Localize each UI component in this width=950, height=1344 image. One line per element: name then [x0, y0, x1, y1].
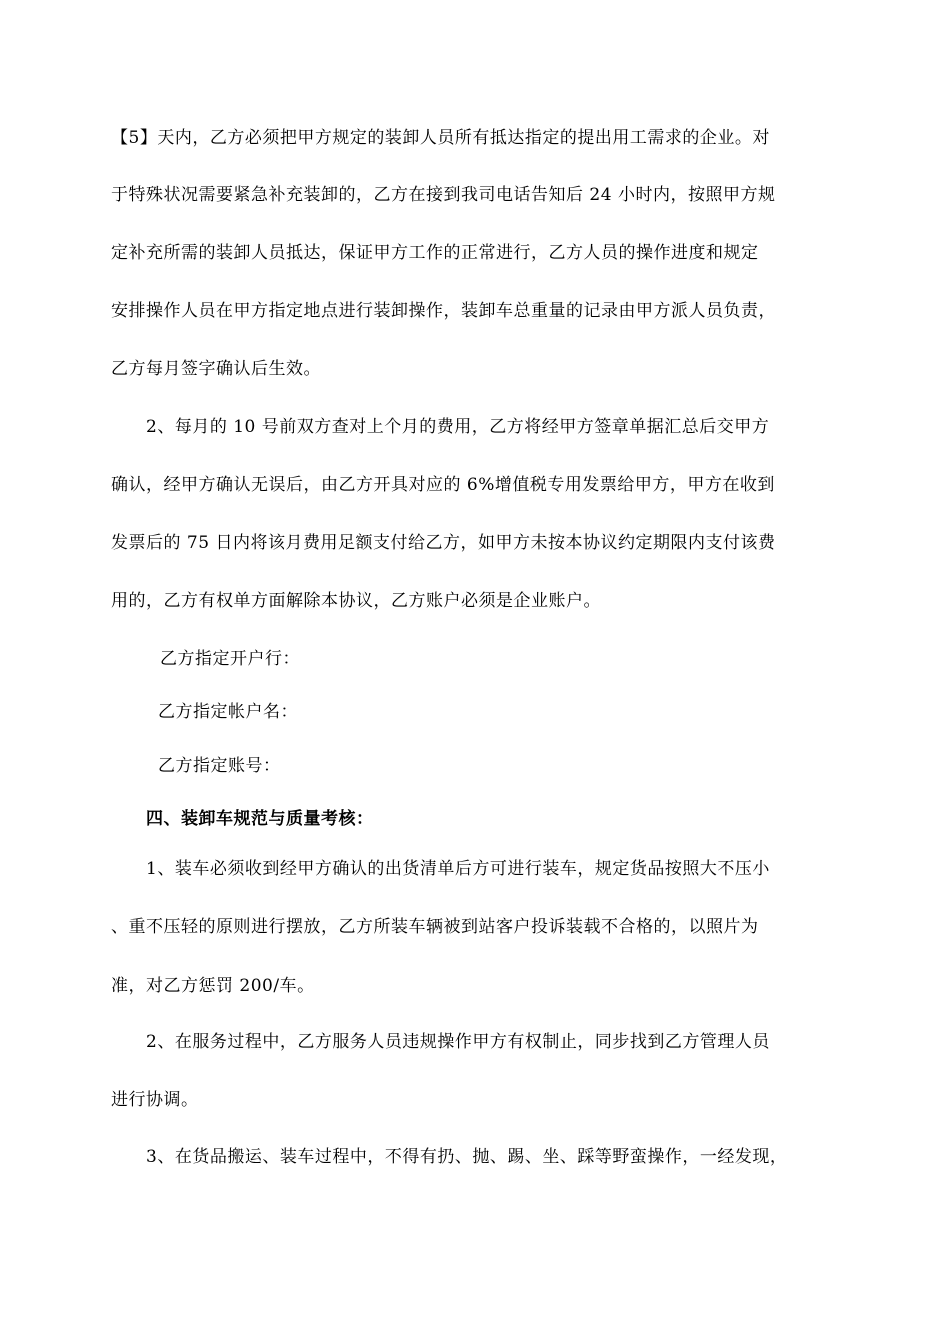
paragraph-2-line-4: 用的，乙方有权单方面解除本协议，乙方账户必须是企业账户。	[111, 591, 601, 611]
clause-2-line-1: 2、在服务过程中，乙方服务人员违规操作甲方有权制止，同步找到乙方管理人员	[146, 1032, 770, 1052]
paragraph-line-1: 【5】天内，乙方必须把甲方规定的装卸人员所有抵达指定的提出用工需求的企业。对	[111, 128, 770, 148]
account-number-field-label: 乙方指定账号：	[158, 756, 281, 776]
clause-1-line-2: 、重不压轻的原则进行摆放，乙方所装车辆被到站客户投诉装载不合格的，以照片为	[111, 917, 759, 937]
clause-1-line-3: 准，对乙方惩罚 200/车。	[111, 976, 315, 996]
paragraph-2-line-1: 2、每月的 10 号前双方查对上个月的费用，乙方将经甲方签章单据汇总后交甲方	[146, 417, 770, 437]
paragraph-2-line-3: 发票后的 75 日内将该月费用足额支付给乙方，如甲方未按本协议约定期限内支付该费	[111, 533, 776, 553]
clause-2-line-2: 进行协调。	[111, 1090, 199, 1110]
paragraph-line-5: 乙方每月签字确认后生效。	[111, 359, 321, 379]
clause-3-line-1: 3、在货品搬运、装车过程中，不得有扔、抛、踢、坐、踩等野蛮操作，一经发现，	[146, 1147, 788, 1167]
clause-1-line-1: 1、装车必须收到经甲方确认的出货清单后方可进行装车，规定货品按照大不压小	[146, 859, 770, 879]
paragraph-line-3: 定补充所需的装卸人员抵达，保证甲方工作的正常进行，乙方人员的操作进度和规定	[111, 243, 759, 263]
bank-name-field-label: 乙方指定开户行：	[160, 649, 300, 669]
account-name-field-label: 乙方指定帐户名：	[158, 702, 298, 722]
paragraph-2-line-2: 确认，经甲方确认无误后，由乙方开具对应的 6%增值税专用发票给甲方，甲方在收到	[111, 475, 775, 495]
paragraph-line-4: 安排操作人员在甲方指定地点进行装卸操作，装卸车总重量的记录由甲方派人员负责，	[111, 301, 776, 321]
paragraph-line-2: 于特殊状况需要紧急补充装卸的，乙方在接到我司电话告知后 24 小时内，按照甲方规	[111, 185, 776, 205]
section-heading: 四、装卸车规范与质量考核：	[146, 809, 374, 829]
